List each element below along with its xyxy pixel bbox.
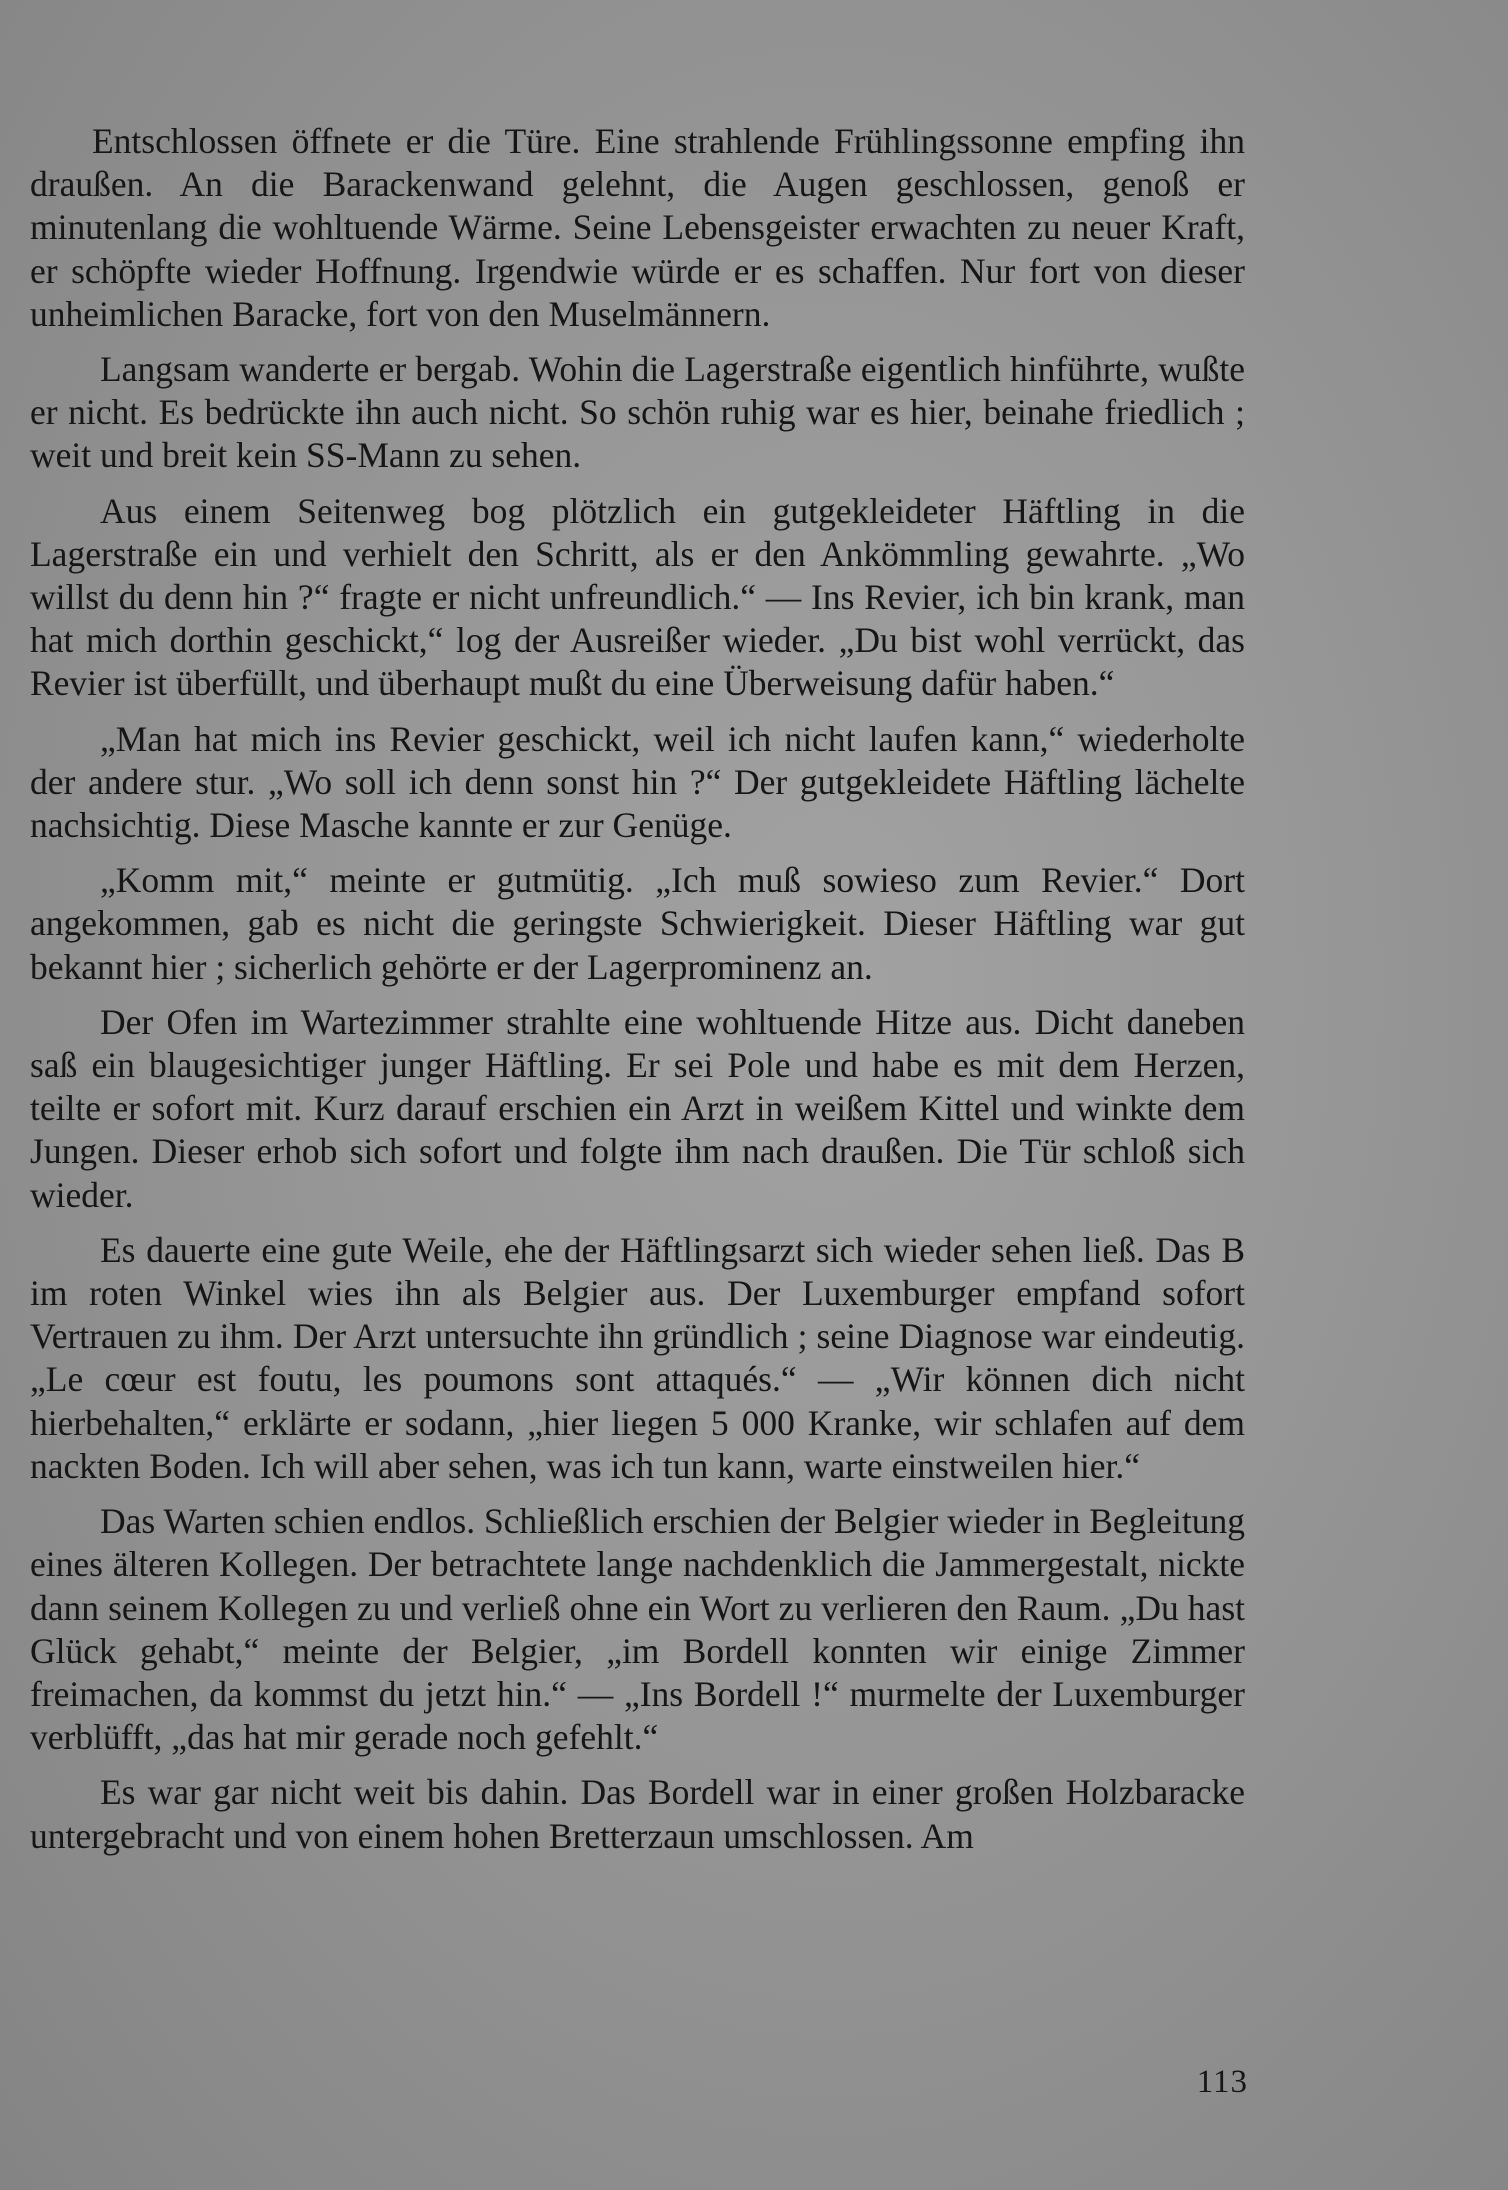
page-number: 113: [1196, 2064, 1248, 2100]
paragraph: Langsam wanderte er bergab. Wohin die Lagerstraße eigentlich hinführte, wußte er nicht. Es bedrückte ihn auch nicht. So schön ruhig war es hier, beinahe friedlich ; weit und breit kein SS-Mann zu sehen.: [30, 349, 1245, 476]
paragraph: „Komm mit,“ meinte er gutmütig. „Ich muß sowieso zum Revier.“ Dort angekommen, gab es nicht die geringste Schwierigkeit. Dieser Häftling war gut bekannt hier ; sicherlich gehörte er der Lagerprominenz an.: [30, 860, 1245, 987]
paragraph: Entschlossen öffnete er die Türe. Eine strahlende Frühlingssonne empfing ihn draußen. An die Barackenwand gelehnt, die Augen geschlossen, genoß er minutenlang die wohltuende Wärme. Seine Lebensgeister erwachten zu neuer Kraft, er schöpfte wieder Hoffnung. Irgendwie würde er es schaffen. Nur fort von dieser unheimlichen Baracke, fort von den Muselmännern.: [30, 121, 1245, 334]
paragraph: Es war gar nicht weit bis dahin. Das Bordell war in einer großen Holzbaracke untergebracht und von einem hohen Bretterzaun umschlossen. Am: [30, 1772, 1245, 1856]
paragraph: Das Warten schien endlos. Schließlich erschien der Belgier wieder in Begleitung eines älteren Kollegen. Der betrachtete lange nachdenklich die Jammergestalt, nickte dann seinem Kollegen zu und verließ ohne ein Wort zu verlieren den Raum. „Du hast Glück gehabt,“ meinte der Belgier, „im Bordell konnten wir einige Zimmer freimachen, da kommst du jetzt hin.“ — „Ins Bordell !“ murmelte der Luxemburger verblüfft, „das hat mir gerade noch gefehlt.“: [30, 1501, 1245, 1758]
page-text: [30, 120, 1245, 1870]
paragraph: Aus einem Seitenweg bog plötzlich ein gutgekleideter Häftling in die Lagerstraße ein und verhielt den Schritt, als er den Ankömmling gewahrte. „Wo willst du denn hin ?“ fragte er nicht unfreundlich.“ — Ins Revier, ich bin krank, man hat mich dorthin geschickt,“ log der Ausreißer wieder. „Du bist wohl verrückt, das Revier ist überfüllt, und überhaupt mußt du eine Überweisung dafür haben.“: [30, 490, 1245, 704]
paragraph: „Man hat mich ins Revier geschickt, weil ich nicht laufen kann,“ wiederholte der andere stur. „Wo soll ich denn sonst hin ?“ Der gutgekleidete Häftling lächelte nachsichtig. Diese Masche kannte er zur Genüge.: [30, 718, 1245, 846]
paragraph: Der Ofen im Wartezimmer strahlte eine wohltuende Hitze aus. Dicht daneben saß ein blaugesichtiger junger Häftling. Er sei Pole und habe es mit dem Herzen, teilte er sofort mit. Kurz darauf erschien ein Arzt in weißem Kittel und winkte dem Jungen. Dieser erhob sich sofort und folgte ihm nach draußen. Die Tür schloß sich wieder.: [30, 1001, 1245, 1215]
paragraph: Es dauerte eine gute Weile, ehe der Häftlingsarzt sich wieder sehen ließ. Das B im roten Winkel wies ihn als Belgier aus. Der Luxemburger empfand sofort Vertrauen zu ihm. Der Arzt untersuchte ihn gründlich ; seine Diagnose war eindeutig. „Le cœur est foutu, les poumons sont attaqués.“ — „Wir können dich nicht hierbehalten,“ erklärte er sodann, „hier liegen 5 000 Kranke, wir schlafen auf dem nackten Boden. Ich will aber sehen, was ich tun kann, warte einstweilen hier.“: [30, 1229, 1245, 1486]
